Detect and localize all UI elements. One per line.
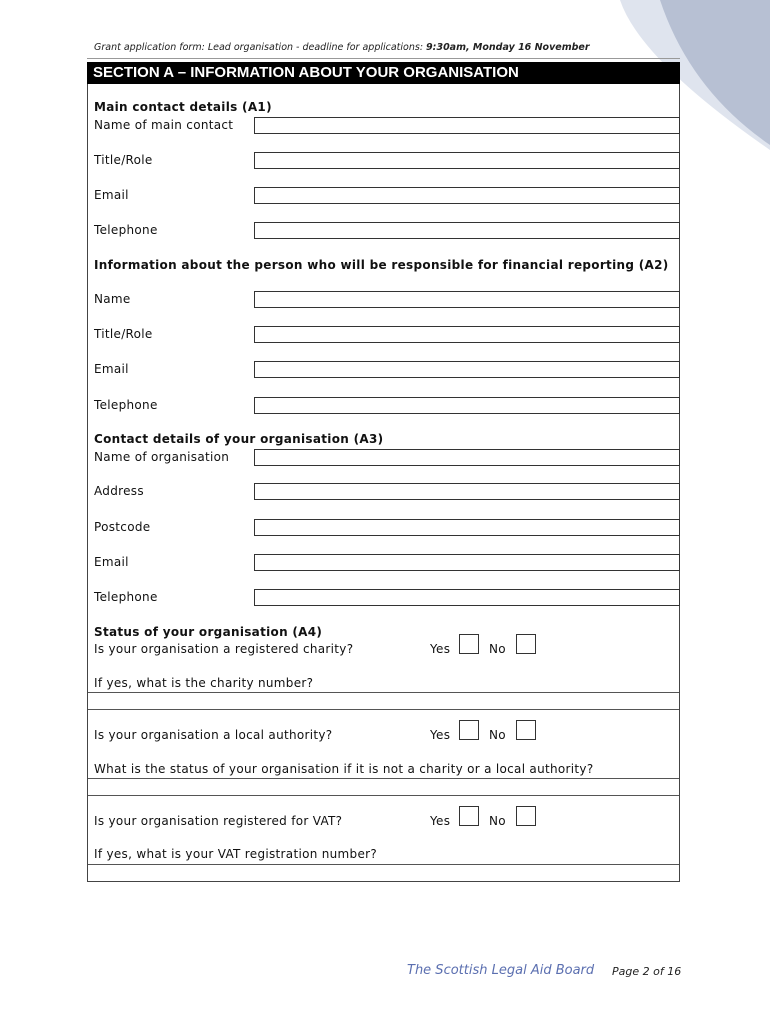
a3-label-email: Email [94,555,129,569]
local-authority-yes-checkbox[interactable] [459,720,479,740]
a1-label-title: Title/Role [94,153,153,167]
a3-org-name-input[interactable] [254,449,680,466]
a1-label-name: Name of main contact [94,118,234,132]
a3-label-telephone: Telephone [94,590,158,604]
charity-number-question: If yes, what is the charity number? [94,676,314,690]
vat-yes-label: Yes [430,814,451,828]
header-rule [87,58,680,59]
section-title: SECTION A – INFORMATION ABOUT YOUR ORGANISATION [87,62,680,84]
a2-email-input[interactable] [254,361,680,378]
vat-number-line[interactable] [88,864,679,865]
vat-no-checkbox[interactable] [516,806,536,826]
a1-telephone-input[interactable] [254,222,680,239]
a2-label-telephone: Telephone [94,398,158,412]
footer-organisation: The Scottish Legal Aid Board [407,963,595,978]
status-line[interactable] [88,778,679,779]
a1-heading: Main contact details (A1) [94,100,272,114]
charity-number-line-bottom [88,709,679,710]
local-authority-no-checkbox[interactable] [516,720,536,740]
footer-page-number: Page 2 of 16 [612,965,682,978]
charity-question: Is your organisation a registered charity? [94,642,354,656]
a3-heading: Contact details of your organisation (A3) [94,432,384,446]
a2-label-name: Name [94,292,131,306]
charity-yes-checkbox[interactable] [459,634,479,654]
a2-label-email: Email [94,362,129,376]
local-authority-yes-label: Yes [430,728,451,742]
status-question: What is the status of your organisation if it is not a charity or a local authority? [94,762,594,776]
status-line-bottom [88,795,679,796]
a2-heading: Information about the person who will be responsible for financial reporting (A2) [94,258,669,272]
vat-number-question: If yes, what is your VAT registration number? [94,847,378,861]
charity-yes-label: Yes [430,642,451,656]
deadline: 9:30am, Monday 16 November [426,42,590,53]
a2-telephone-input[interactable] [254,397,680,414]
page-header: Grant application form: Lead organisation - deadline for applications: 9:30am, Monday 16 November [94,42,590,53]
a1-email-input[interactable] [254,187,680,204]
a1-label-email: Email [94,188,129,202]
charity-no-label: No [489,642,506,656]
a2-label-title: Title/Role [94,327,153,341]
a3-label-org-name: Name of organisation [94,450,230,464]
a3-telephone-input[interactable] [254,589,680,606]
a3-label-address: Address [94,484,144,498]
a1-label-telephone: Telephone [94,223,158,237]
vat-yes-checkbox[interactable] [459,806,479,826]
a3-email-input[interactable] [254,554,680,571]
charity-number-line[interactable] [88,692,679,693]
a3-address-input[interactable] [254,483,680,500]
a1-title-input[interactable] [254,152,680,169]
vat-no-label: No [489,814,506,828]
local-authority-no-label: No [489,728,506,742]
a2-name-input[interactable] [254,291,680,308]
a4-heading: Status of your organisation (A4) [94,625,323,639]
a1-name-input[interactable] [254,117,680,134]
a2-title-input[interactable] [254,326,680,343]
local-authority-question: Is your organisation a local authority? [94,728,333,742]
vat-question: Is your organisation registered for VAT? [94,814,343,828]
a3-postcode-input[interactable] [254,519,680,536]
a3-label-postcode: Postcode [94,520,151,534]
charity-no-checkbox[interactable] [516,634,536,654]
